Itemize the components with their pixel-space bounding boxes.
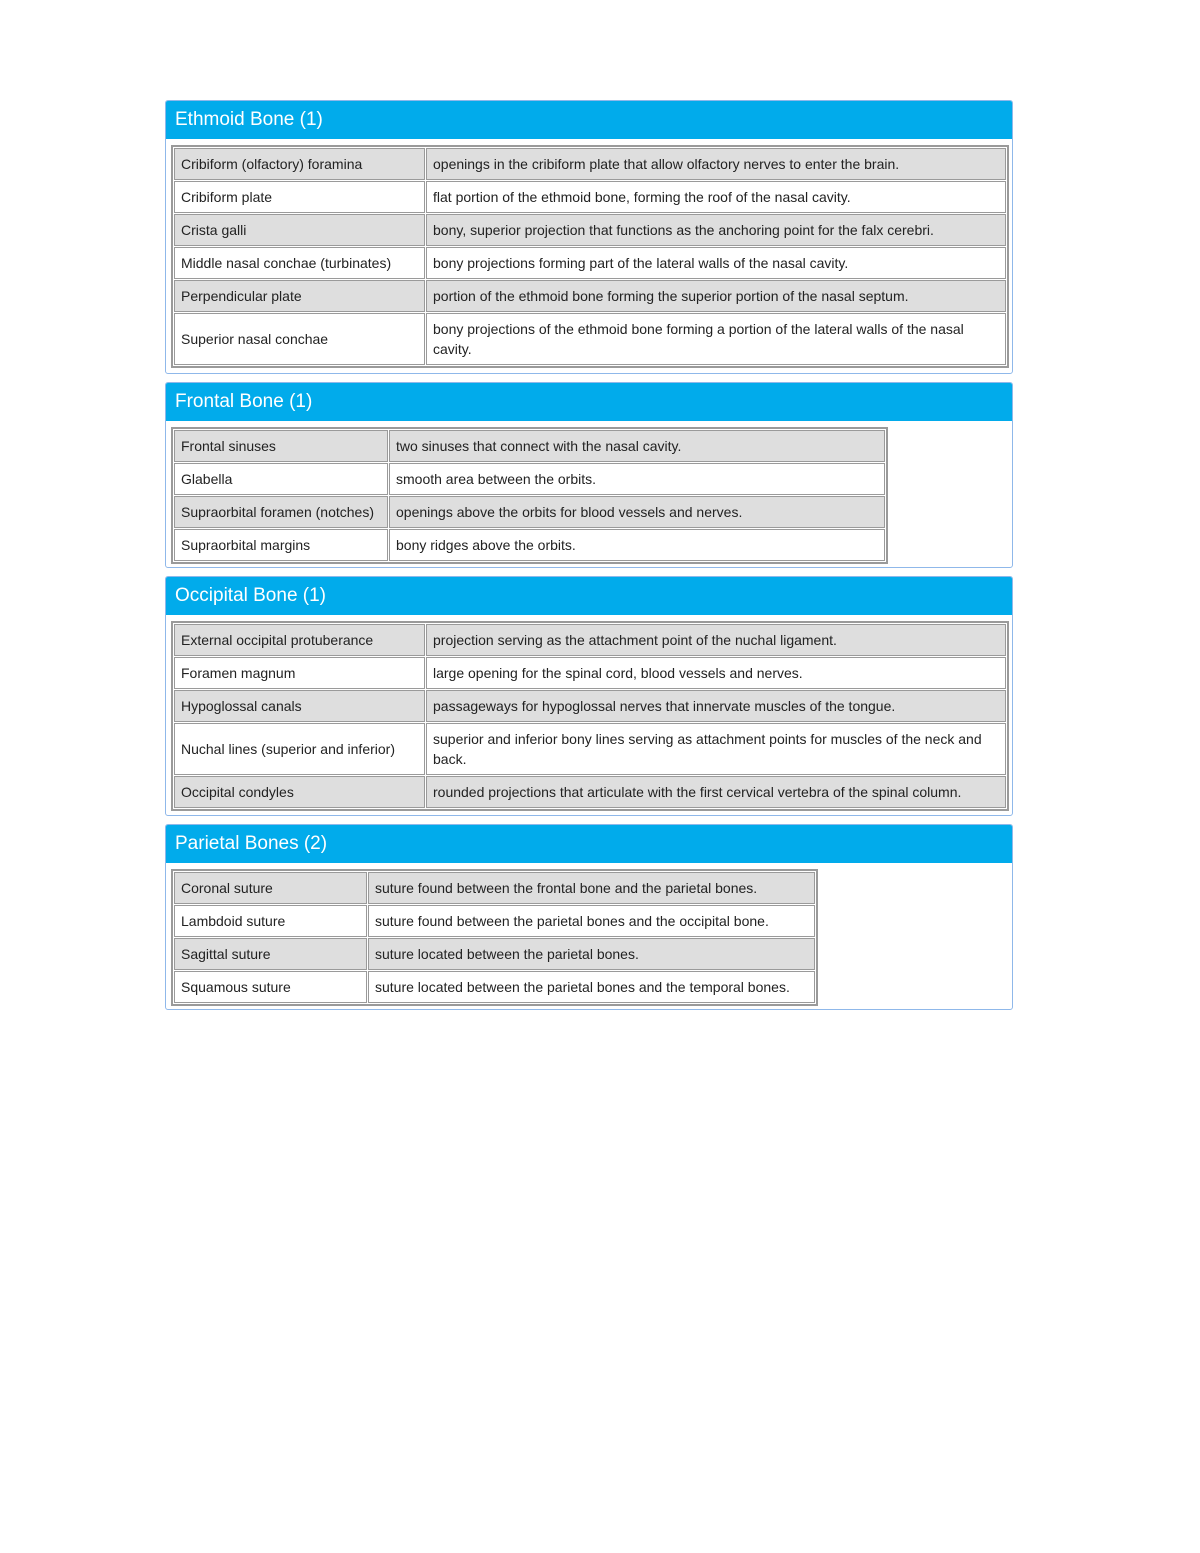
table-row <box>174 496 885 528</box>
definition-cell: passageways for hypoglossal nerves that innervate muscles of the tongue. <box>426 690 1006 722</box>
term-cell: Cribiform plate <box>174 181 425 213</box>
definition-cell: openings above the orbits for blood vessels and nerves. <box>389 496 885 528</box>
table-row <box>174 938 815 970</box>
terms-table <box>171 145 1009 368</box>
term-cell: Supraorbital margins <box>174 529 388 561</box>
term-cell: Squamous suture <box>174 971 367 1003</box>
table-row <box>174 872 815 904</box>
term-cell: Crista galli <box>174 214 425 246</box>
terms-table <box>171 869 818 1006</box>
table-row <box>174 280 1006 312</box>
terms-table <box>171 427 888 564</box>
term-cell: Superior nasal conchae <box>174 313 425 365</box>
section-frontal <box>165 382 1013 568</box>
definition-cell: superior and inferior bony lines serving as attachment points for muscles of the neck and back. <box>426 723 1006 775</box>
term-cell: Nuchal lines (superior and inferior) <box>174 723 425 775</box>
definition-cell: suture found between the frontal bone and the parietal bones. <box>368 872 815 904</box>
definition-cell: rounded projections that articulate with the first cervical vertebra of the spinal column. <box>426 776 1006 808</box>
section-title: Ethmoid Bone (1) <box>166 101 1012 139</box>
definition-cell: flat portion of the ethmoid bone, forming the roof of the nasal cavity. <box>426 181 1006 213</box>
table-row <box>174 430 885 462</box>
table-row <box>174 905 815 937</box>
term-cell: Foramen magnum <box>174 657 425 689</box>
definition-cell: large opening for the spinal cord, blood vessels and nerves. <box>426 657 1006 689</box>
term-cell: Supraorbital foramen (notches) <box>174 496 388 528</box>
table-row <box>174 690 1006 722</box>
definition-cell: bony projections of the ethmoid bone forming a portion of the lateral walls of the nasal cavity. <box>426 313 1006 365</box>
section-parietal <box>165 824 1013 1010</box>
section-ethmoid <box>165 100 1013 374</box>
table-row <box>174 776 1006 808</box>
definition-cell: suture found between the parietal bones and the occipital bone. <box>368 905 815 937</box>
table-row <box>174 214 1006 246</box>
definition-cell: suture located between the parietal bones and the temporal bones. <box>368 971 815 1003</box>
table-row <box>174 463 885 495</box>
section-title: Frontal Bone (1) <box>166 383 1012 421</box>
term-cell: Lambdoid suture <box>174 905 367 937</box>
definition-cell: bony ridges above the orbits. <box>389 529 885 561</box>
section-occipital <box>165 576 1013 816</box>
table-row <box>174 657 1006 689</box>
section-title: Parietal Bones (2) <box>166 825 1012 863</box>
term-cell: Occipital condyles <box>174 776 425 808</box>
term-cell: External occipital protuberance <box>174 624 425 656</box>
table-row <box>174 723 1006 775</box>
definition-cell: projection serving as the attachment point of the nuchal ligament. <box>426 624 1006 656</box>
definition-cell: openings in the cribiform plate that allow olfactory nerves to enter the brain. <box>426 148 1006 180</box>
term-cell: Frontal sinuses <box>174 430 388 462</box>
table-row <box>174 181 1006 213</box>
table-row <box>174 247 1006 279</box>
definition-cell: suture located between the parietal bones. <box>368 938 815 970</box>
table-row <box>174 529 885 561</box>
definition-cell: bony, superior projection that functions as the anchoring point for the falx cerebri. <box>426 214 1006 246</box>
term-cell: Hypoglossal canals <box>174 690 425 722</box>
definition-cell: portion of the ethmoid bone forming the superior portion of the nasal septum. <box>426 280 1006 312</box>
term-cell: Cribiform (olfactory) foramina <box>174 148 425 180</box>
table-row <box>174 624 1006 656</box>
term-cell: Middle nasal conchae (turbinates) <box>174 247 425 279</box>
table-row <box>174 148 1006 180</box>
definition-cell: smooth area between the orbits. <box>389 463 885 495</box>
term-cell: Perpendicular plate <box>174 280 425 312</box>
definition-cell: two sinuses that connect with the nasal cavity. <box>389 430 885 462</box>
section-title: Occipital Bone (1) <box>166 577 1012 615</box>
table-row <box>174 971 815 1003</box>
table-row <box>174 313 1006 365</box>
term-cell: Glabella <box>174 463 388 495</box>
term-cell: Coronal suture <box>174 872 367 904</box>
terms-table <box>171 621 1009 811</box>
term-cell: Sagittal suture <box>174 938 367 970</box>
definition-cell: bony projections forming part of the lateral walls of the nasal cavity. <box>426 247 1006 279</box>
